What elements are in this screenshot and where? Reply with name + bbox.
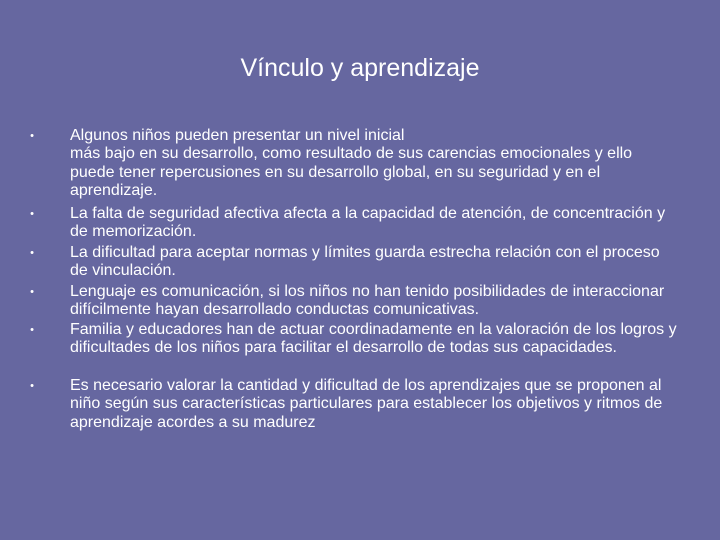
bullet-dot-icon: • <box>30 380 34 392</box>
bullet-dot-icon: • <box>30 247 34 259</box>
bullet-text: Lenguaje es comunicación, si los niños no han tenido posibilidades de interaccionar difícilmente hayan desarrollado conductas comunicativas. <box>70 283 665 319</box>
bullet-text: La dificultad para aceptar normas y límites guarda estrecha relación con el proceso de vinculación. <box>70 244 660 280</box>
bullet-dot-icon: • <box>30 324 34 336</box>
bullet-text: Familia y educadores han de actuar coordinadamente en la valoración de los logros y dificultades de los niños para facilitar el desarrollo de todas sus capacidades. <box>70 321 677 357</box>
bullet-dot-icon: • <box>30 286 34 298</box>
slide-title: Vínculo y aprendizaje <box>240 54 480 82</box>
bullet-dot-icon: • <box>30 130 34 142</box>
bullet-text: La falta de seguridad afectiva afecta a la capacidad de atención, de concentración y de memorización. <box>70 205 666 241</box>
bullet-dot-icon: • <box>30 208 34 220</box>
bullet-text: Algunos niños pueden presentar un nivel inicial más bajo en su desarrollo, como resultado de sus carencias emocionales y ello puede tener repercusiones en su desarrollo global, en su seguridad y en el aprendizaje. <box>70 127 633 200</box>
bullet-text: Es necesario valorar la cantidad y dificultad de los aprendizajes que se proponen al niño según sus características particulares para establecer los objetivos y ritmos de aprendizaje acordes a su madurez <box>70 377 663 431</box>
